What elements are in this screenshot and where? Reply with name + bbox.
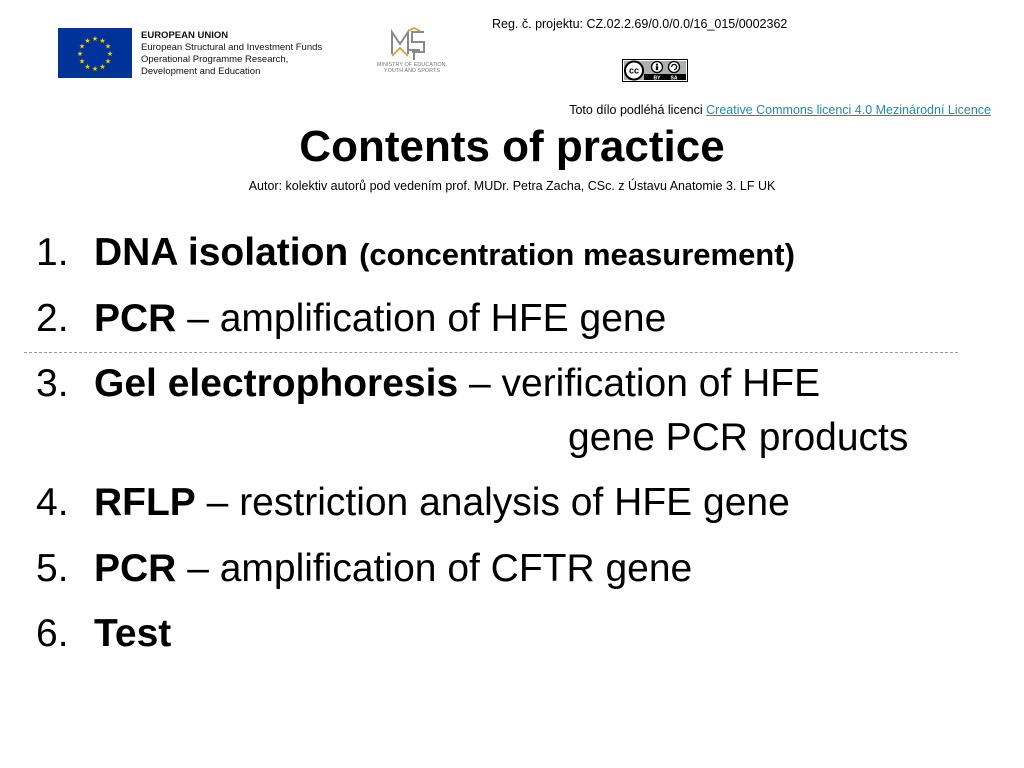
svg-text:★: ★ bbox=[91, 35, 99, 43]
msmt-caption bbox=[362, 62, 462, 74]
item-name: PCR bbox=[94, 547, 177, 590]
svg-text:★: ★ bbox=[78, 57, 86, 66]
item-detail: – amplification of CFTR gene bbox=[187, 547, 693, 590]
creative-commons-by-sa-icon[interactable] bbox=[622, 59, 688, 82]
cc-sa-label: SA bbox=[670, 75, 678, 82]
item-number: 4. bbox=[36, 481, 69, 524]
svg-text:★: ★ bbox=[106, 50, 114, 58]
item-number: 2. bbox=[36, 297, 69, 340]
svg-text:★: ★ bbox=[84, 37, 91, 45]
eu-line-2: European Structural and Investment Funds bbox=[141, 42, 323, 53]
item-detail: – restriction analysis of HFE gene bbox=[206, 481, 790, 524]
eu-flag-icon bbox=[58, 28, 132, 78]
svg-text:★: ★ bbox=[99, 63, 106, 71]
licence-link[interactable]: Creative Commons licenci 4.0 Mezinárodní Licence bbox=[706, 103, 991, 117]
licence-notice bbox=[569, 103, 991, 117]
item-detail: – verification of HFE bbox=[468, 362, 821, 405]
eu-flag-stars bbox=[58, 28, 132, 78]
reg-label: Reg. č. projektu: bbox=[492, 17, 584, 31]
item-name: RFLP bbox=[94, 481, 196, 524]
msmt-monogram bbox=[362, 26, 462, 62]
svg-text:★: ★ bbox=[99, 37, 106, 45]
item-name: PCR bbox=[94, 297, 177, 340]
eu-line-4: Development and Education bbox=[141, 66, 261, 77]
item-number: 5. bbox=[36, 547, 69, 590]
item-number: 1. bbox=[36, 231, 69, 274]
list-item bbox=[36, 361, 820, 407]
eu-line-3: Operational Programme Research, bbox=[141, 54, 289, 65]
eu-programme-text bbox=[141, 30, 322, 78]
cc-badge-graphic bbox=[622, 59, 688, 82]
svg-text:★: ★ bbox=[104, 57, 112, 66]
list-item bbox=[36, 480, 790, 526]
item-detail: – amplification of HFE gene bbox=[187, 297, 667, 340]
reg-number: CZ.02.2.69/0.0/0.0/16_015/0002362 bbox=[586, 17, 788, 31]
list-item bbox=[36, 546, 692, 592]
list-item bbox=[36, 611, 171, 657]
svg-text:★: ★ bbox=[91, 65, 99, 73]
item-number: 6. bbox=[36, 612, 69, 655]
list-item bbox=[36, 296, 666, 342]
slide-author: Autor: kolektiv autorů pod vedením prof. MUDr. Petra Zacha, CSc. z Ústavu Anatomie 3. LF UK bbox=[248, 179, 776, 193]
svg-text:★: ★ bbox=[78, 42, 86, 51]
msmt-caption-line-2: YOUTH AND SPORTS bbox=[383, 68, 441, 74]
item-name: Test bbox=[94, 612, 172, 655]
licence-text: Toto dílo podléhá licenci bbox=[569, 103, 703, 117]
svg-text:★: ★ bbox=[84, 63, 91, 71]
cc-label: cc bbox=[628, 65, 640, 76]
item-name: DNA isolation bbox=[94, 231, 349, 274]
item-name: Gel electrophoresis bbox=[94, 362, 459, 405]
slide-title: Contents of practice bbox=[299, 122, 725, 171]
list-item bbox=[36, 230, 795, 278]
eu-line-1: EUROPEAN UNION bbox=[141, 30, 229, 41]
svg-text:★: ★ bbox=[104, 42, 112, 51]
item-detail: (concentration measurement) bbox=[359, 237, 795, 272]
item-number: 3. bbox=[36, 362, 69, 405]
cc-by-label: BY bbox=[653, 75, 661, 82]
svg-text:★: ★ bbox=[76, 50, 84, 58]
msmt-caption-line-1: MINISTRY OF EDUCATION, bbox=[376, 62, 448, 68]
project-registration bbox=[492, 17, 787, 31]
dashed-divider bbox=[24, 352, 958, 353]
item-detail-continuation: gene PCR products bbox=[568, 416, 909, 459]
